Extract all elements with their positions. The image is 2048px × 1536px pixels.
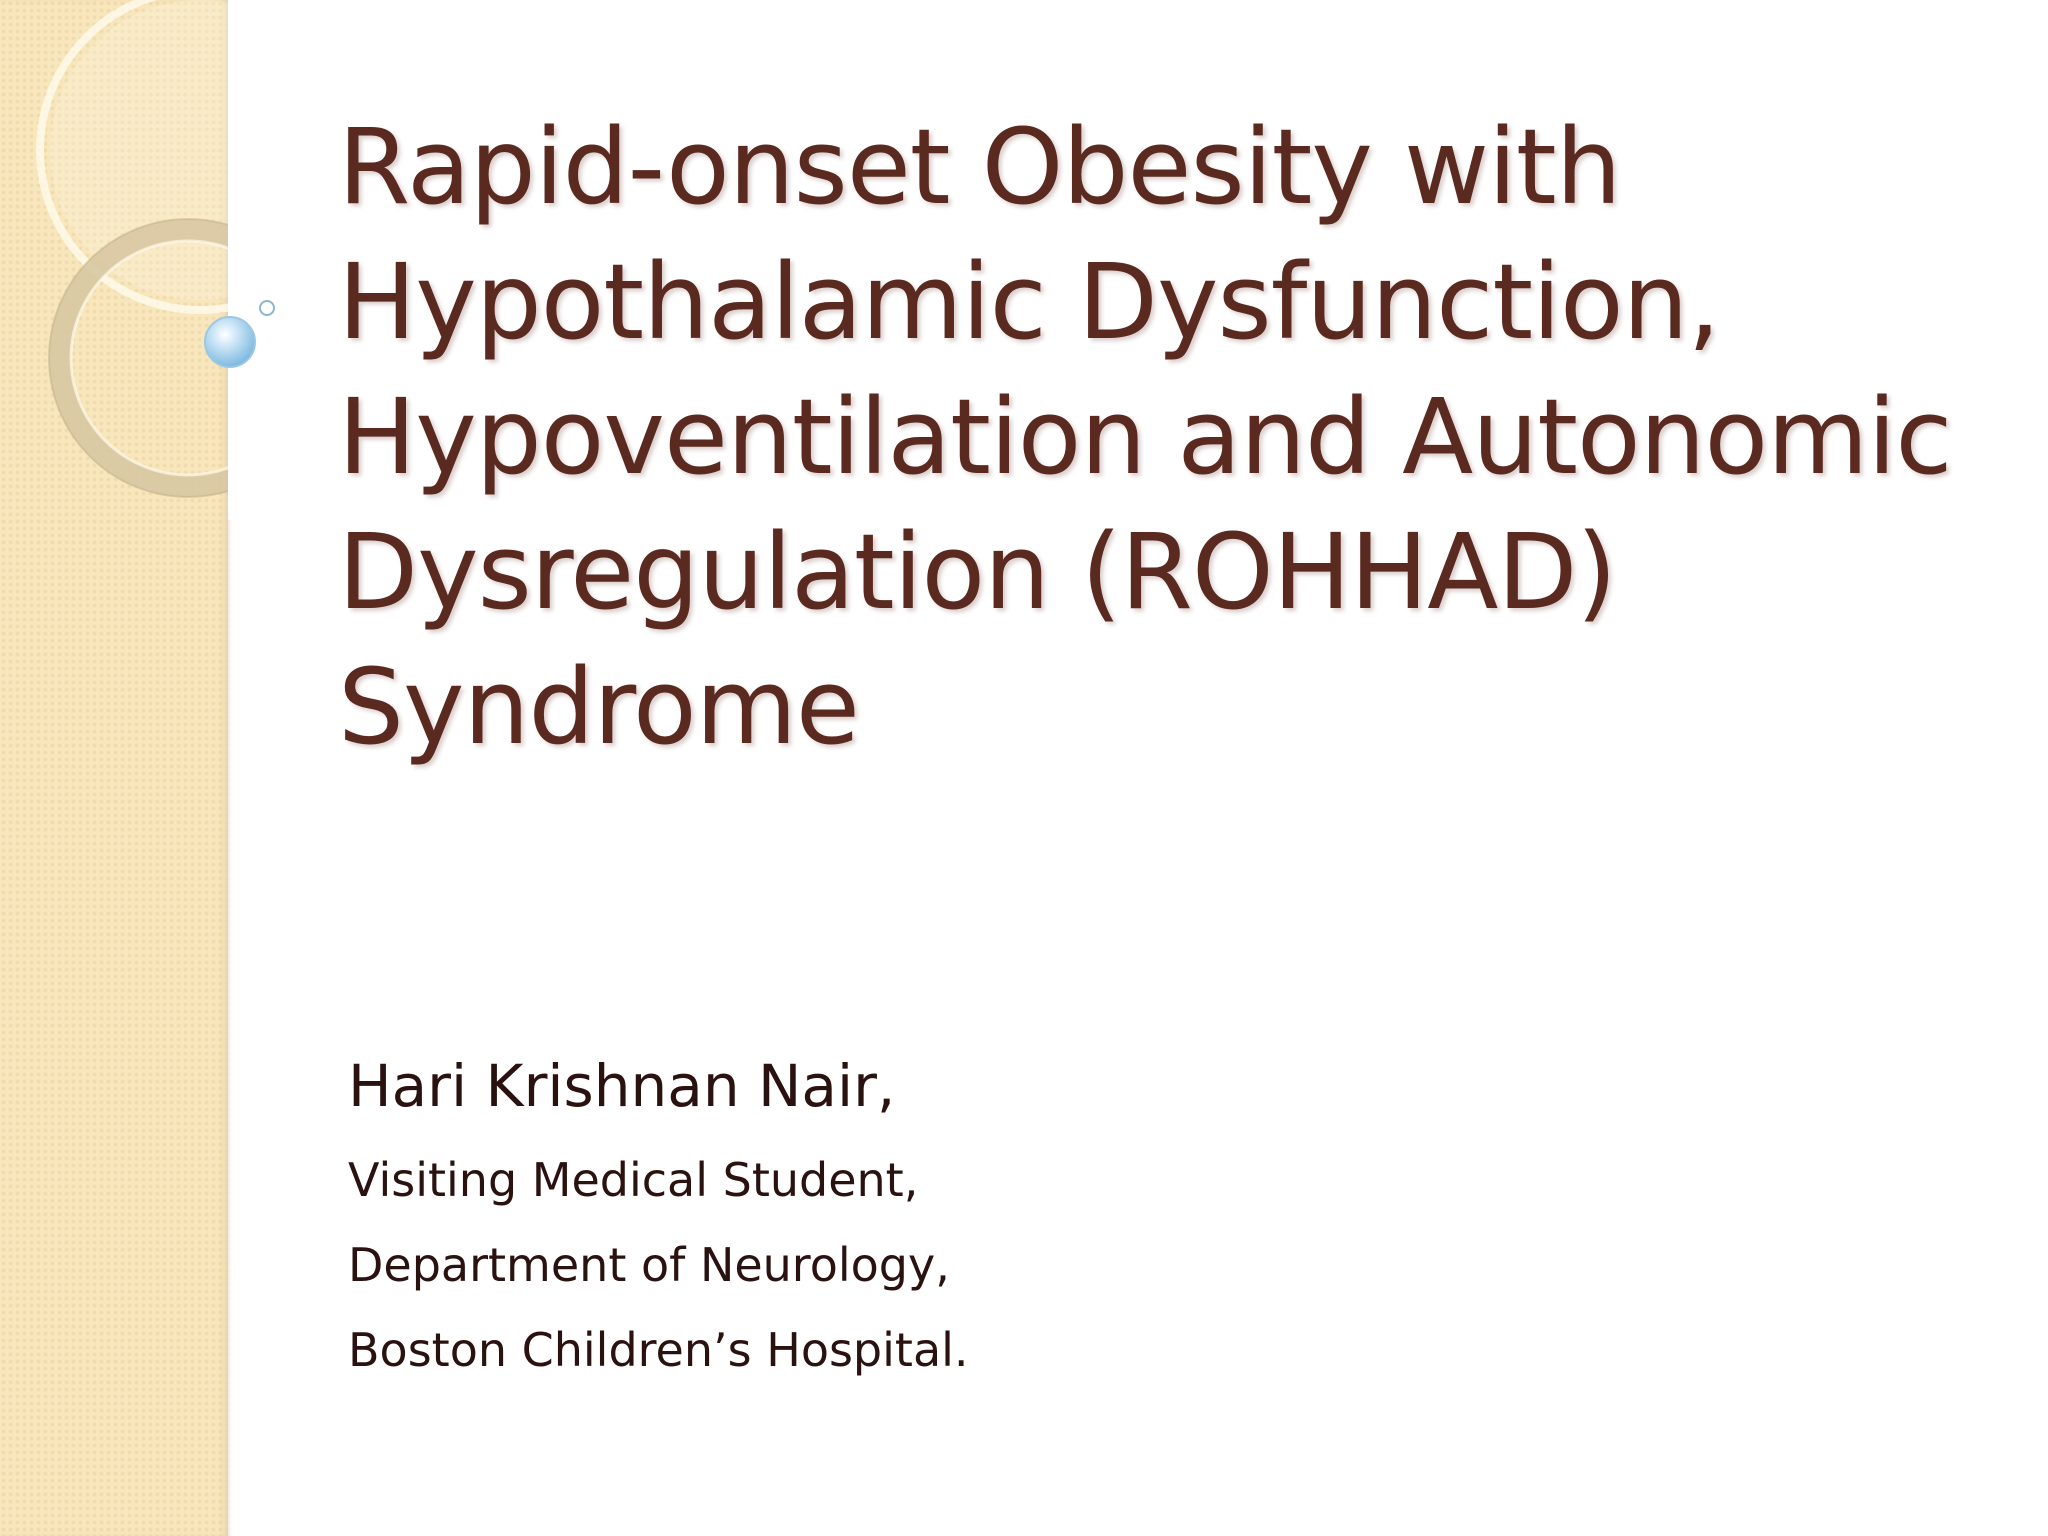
title-line: Dysregulation (ROHHAD) bbox=[338, 511, 1616, 633]
author-name: Hari Krishnan Nair, bbox=[348, 1052, 896, 1120]
author-block bbox=[348, 1046, 1748, 1393]
slide-title bbox=[338, 100, 1998, 775]
author-role: Visiting Medical Student, bbox=[348, 1153, 919, 1207]
title-line: Syndrome bbox=[338, 646, 859, 768]
author-department: Department of Neurology, bbox=[348, 1238, 950, 1292]
blue-bubble-icon bbox=[202, 314, 258, 370]
author-institution: Boston Children’s Hospital. bbox=[348, 1323, 969, 1377]
title-line: Hypothalamic Dysfunction, bbox=[338, 241, 1720, 363]
concentric-rings-icon bbox=[0, 0, 320, 520]
title-line: Rapid-onset Obesity with bbox=[338, 106, 1621, 228]
title-line: Hypoventilation and Autonomic bbox=[338, 376, 1952, 498]
